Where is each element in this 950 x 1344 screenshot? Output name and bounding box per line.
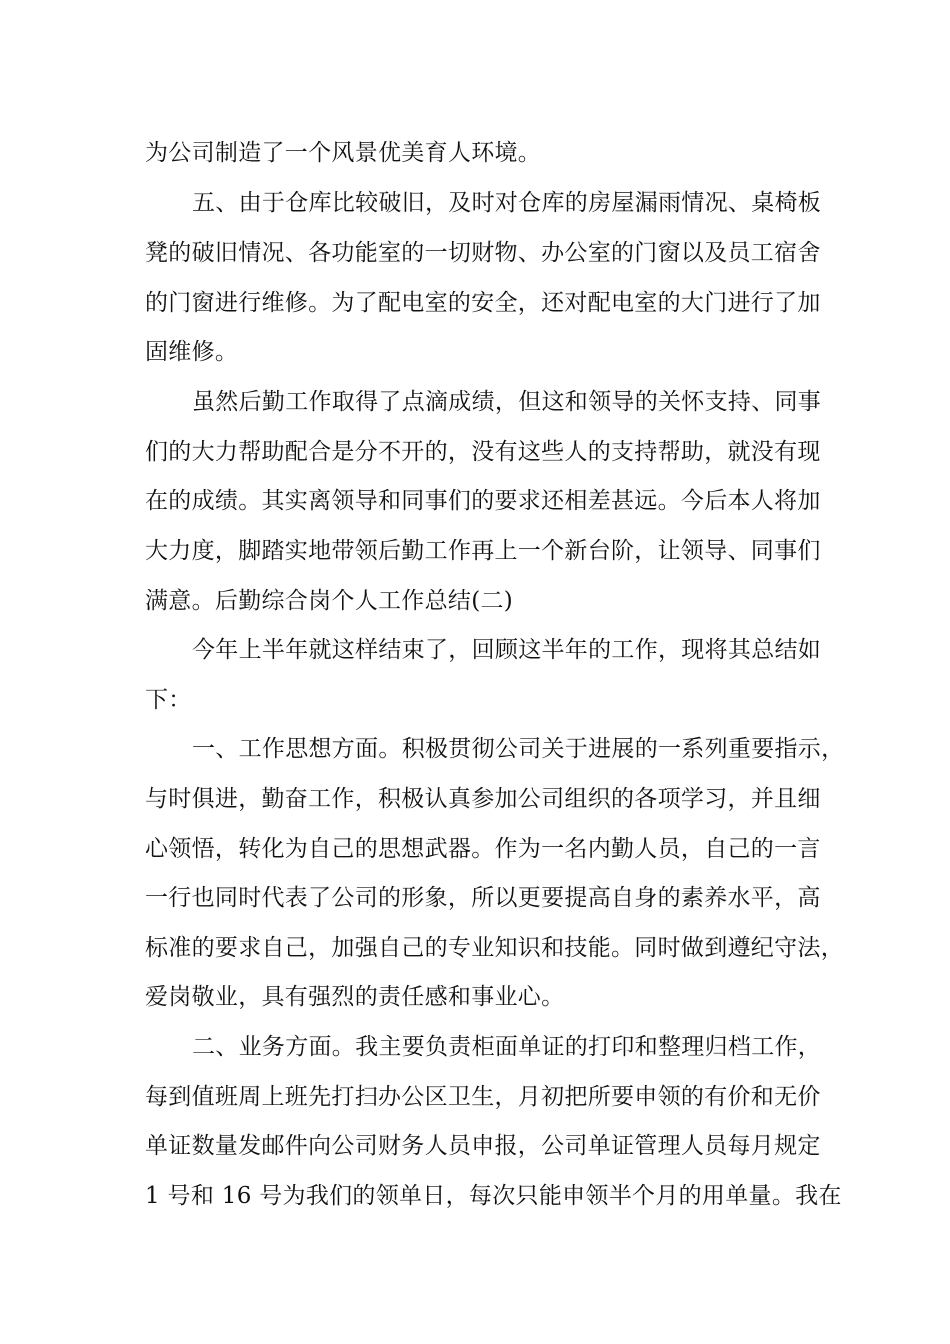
- text-line: 下：: [145, 687, 192, 713]
- text-line: 1 号和 16 号为我们的领单日，每次只能申领半个月的用单量。我在: [145, 1183, 842, 1209]
- text-line: 今年上半年就这样结束了，回顾这半年的工作，现将其总结如: [192, 637, 822, 663]
- text-line: 们的大力帮助配合是分不开的，没有这些人的支持帮助，就没有现: [145, 439, 821, 465]
- text-line: 凳的破旧情况、各功能室的一切财物、办公室的门窗以及员工宿舍: [145, 240, 821, 266]
- text-line: 的门窗进行维修。为了配电室的安全，还对配电室的大门进行了加: [145, 290, 821, 316]
- text-line: 在的成绩。其实离领导和同事们的要求还相差甚远。今后本人将加: [145, 488, 821, 514]
- text-line: 大力度，脚踏实地带领后勤工作再上一个新台阶，让领导、同事们: [145, 538, 821, 564]
- text-line: 固维修。: [145, 339, 239, 365]
- text-line: 二、业务方面。我主要负责柜面单证的打印和整理归档工作，: [192, 1034, 822, 1060]
- text-line: 单证数量发邮件向公司财务人员申报，公司单证管理人员每月规定: [145, 1133, 821, 1159]
- text-line: 与时俱进，勤奋工作，积极认真参加公司组织的各项学习，并且细: [145, 786, 821, 812]
- text-line: 为公司制造了一个风景优美育人环境。: [145, 140, 542, 166]
- text-line: 标准的要求自己，加强自己的专业知识和技能。同时做到遵纪守法，: [145, 935, 844, 961]
- text-line: 一、工作思想方面。积极贯彻公司关于进展的一系列重要指示，: [192, 736, 845, 762]
- text-line: 爱岗敬业，具有强烈的责任感和事业心。: [145, 984, 565, 1010]
- text-line: 满意。后勤综合岗个人工作总结(二): [145, 588, 514, 614]
- text-line: 每到值班周上班先打扫办公区卫生，月初把所要申领的有价和无价: [145, 1084, 821, 1110]
- text-line: 一行也同时代表了公司的形象，所以更要提高自身的素养水平，高: [145, 885, 821, 911]
- text-line: 心领悟，转化为自己的思想武器。作为一名内勤人员，自己的一言: [145, 836, 821, 862]
- text-line: 虽然后勤工作取得了点滴成绩，但这和领导的关怀支持、同事: [192, 389, 822, 415]
- text-line: 五、由于仓库比较破旧，及时对仓库的房屋漏雨情况、桌椅板: [192, 190, 822, 216]
